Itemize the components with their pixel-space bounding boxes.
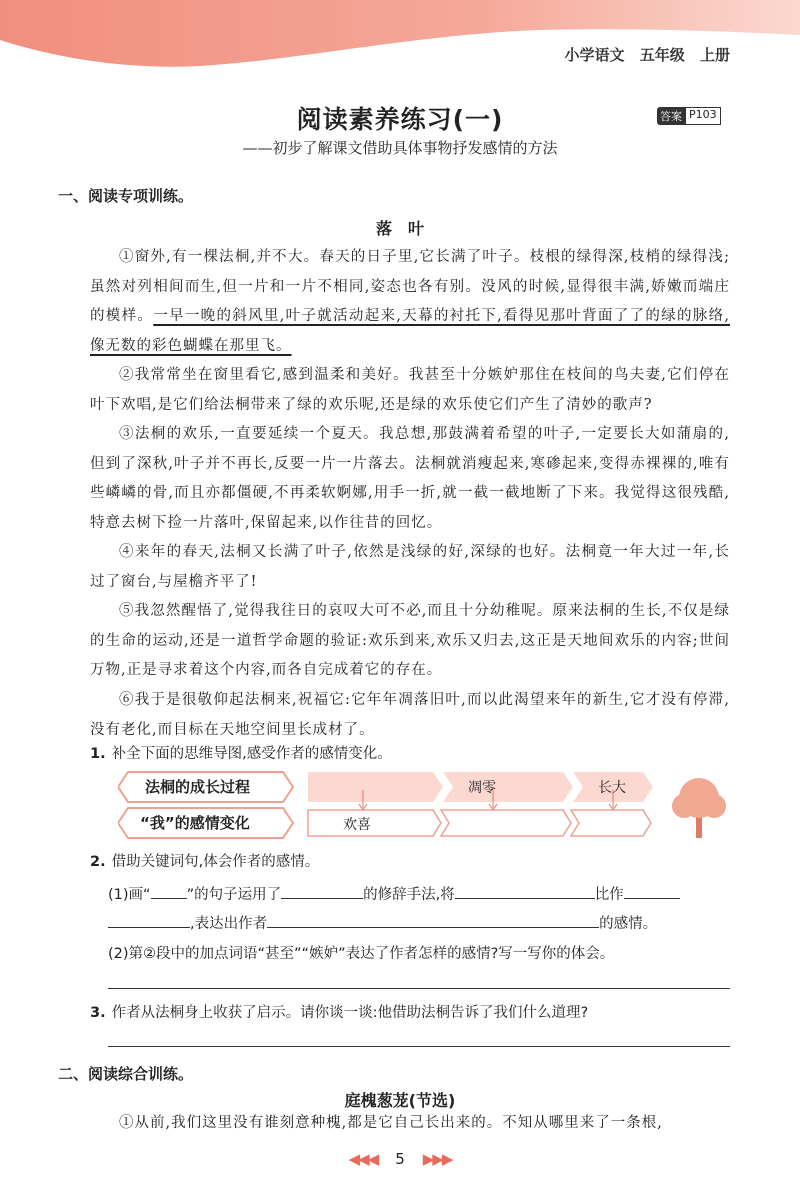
answer-label: 答案 xyxy=(657,107,685,125)
question-2-sub1-line1: (1)画“ ”的句子运用了 的修辞手法,将 比作 xyxy=(108,883,680,904)
mindmap-feeling-1: 欢喜 xyxy=(343,817,371,833)
blank-3[interactable] xyxy=(455,884,595,899)
answer-line-q2[interactable] xyxy=(108,988,730,989)
paragraph-1: ①窗外,有一棵法桐,并不大。春天的日子里,它长满了叶子。枝根的绿得深,枝梢的绿得浅;虽然对列相间而生,但一片和一片不相同,姿态也各有别。没风的时候,显得很丰满,娇嫩而端庄的模样。一早一晚的斜风里,叶子就活动起来,天幕的衬托下,看得见那叶背面了了的绿的脉络,像无数的彩色蝴蝶在那里飞。 xyxy=(90,249,731,354)
passage2-title: 庭槐葱茏(节选) xyxy=(344,1091,456,1110)
blank-6[interactable] xyxy=(267,913,599,928)
blank-1[interactable] xyxy=(151,884,187,899)
question-2-sub1-line2: ,表达出作者 的感情。 xyxy=(108,912,657,933)
answer-page: P103 xyxy=(685,107,721,125)
answer-line-q3[interactable] xyxy=(108,1046,730,1047)
answer-badge xyxy=(657,107,721,125)
question-1: 1. 补全下面的思维导图,感受作者的感情变化。 xyxy=(90,746,392,762)
mindmap-row1-label: 法桐的成长过程 xyxy=(145,778,251,796)
mindmap-stage-3: 长大 xyxy=(598,780,626,796)
paragraph-5: ⑤我忽然醒悟了,觉得我往日的哀叹大可不必,而且十分幼稚呢。原来法桐的生长,不仅是绿的生命的运动,还是一道哲学命题的验证:欢乐到来,欢乐又归去,这正是天地间欢乐的内容;世间万物,正是寻求着这个内容,而各自完成着它的存在。 xyxy=(90,603,730,678)
question-3: 3. 作者从法桐身上收获了启示。请你谈一谈:他借助法桐告诉了我们什么道理? xyxy=(90,1005,589,1021)
prev-arrows-icon: ◀◀◀ xyxy=(348,1150,378,1168)
tree-icon xyxy=(672,778,726,838)
section2-heading: 二、阅读综合训练。 xyxy=(58,1065,194,1083)
header-subject: 小学语文 五年级 上册 xyxy=(564,46,730,64)
page-subtitle: ——初步了解课文借助具体事物抒发感情的方法 xyxy=(242,139,558,157)
paragraph-3: ③法桐的欢乐,一直要延续一个夏天。我总想,那鼓满着希望的叶子,一定要长大如蒲扇的,但到了深秋,叶子并不再长,反要一片一片落去。法桐就消瘦起来,寒碜起来,变得赤裸裸的,唯有些嶙嶙的骨,而且亦都僵硬,不再柔软婀娜,用手一折,就一截一截地断了下来。我觉得这很残酷,特意去树下捡一片落叶,保留起来,以作往昔的回忆。 xyxy=(90,426,730,531)
paragraph-2: ②我常常坐在窗里看它,感到温柔和美好。我甚至十分嫉妒那住在枝间的鸟夫妻,它们停在叶下欢唱,是它们给法桐带来了绿的欢乐呢,还是绿的欢乐使它们产生了清妙的歌声? xyxy=(90,367,730,413)
mind-map xyxy=(118,770,738,840)
mindmap-stage-2: 凋零 xyxy=(468,780,496,796)
passage1-title: 落 叶 xyxy=(375,219,424,238)
page-title: 阅读素养练习(一) xyxy=(296,105,504,134)
paragraph-4: ④来年的春天,法桐又长满了叶子,依然是浅绿的好,深绿的也好。法桐竟一年大过一年,长过了窗台,与屋檐齐平了! xyxy=(90,544,730,590)
question-2-sub2: (2)第②段中的加点词语“甚至”“嫉妒”表达了作者怎样的感情?写一写你的体会。 xyxy=(108,946,615,962)
underlined-sentence: 一早一晚的斜风里,叶子就活动起来,天幕的衬托下,看得见那叶背面了了的绿的脉络,像无数的彩色蝴蝶在那里飞。 xyxy=(90,308,731,354)
section1-heading: 一、阅读专项训练。 xyxy=(58,187,194,205)
blank-4[interactable] xyxy=(624,884,680,899)
paragraph-6: ⑥我于是很敬仰起法桐来,祝福它:它年年凋落旧叶,而以此渴望来年的新生,它才没有停滞,没有老化,而目标在天地空间里长成材了。 xyxy=(90,692,730,738)
page-number: ◀◀◀ 5 ▶▶▶ xyxy=(348,1150,452,1168)
next-arrows-icon: ▶▶▶ xyxy=(422,1150,452,1168)
question-2: 2. 借助关键词句,体会作者的感情。 xyxy=(90,854,320,870)
blank-2[interactable] xyxy=(281,884,363,899)
blank-5[interactable] xyxy=(108,913,190,928)
mindmap-row2-label: “我”的感情变化 xyxy=(140,814,250,832)
passage2-paragraph-1: ①从前,我们这里没有谁刻意种槐,都是它自己长出来的。不知从哪里来了一条根, xyxy=(119,1115,663,1131)
